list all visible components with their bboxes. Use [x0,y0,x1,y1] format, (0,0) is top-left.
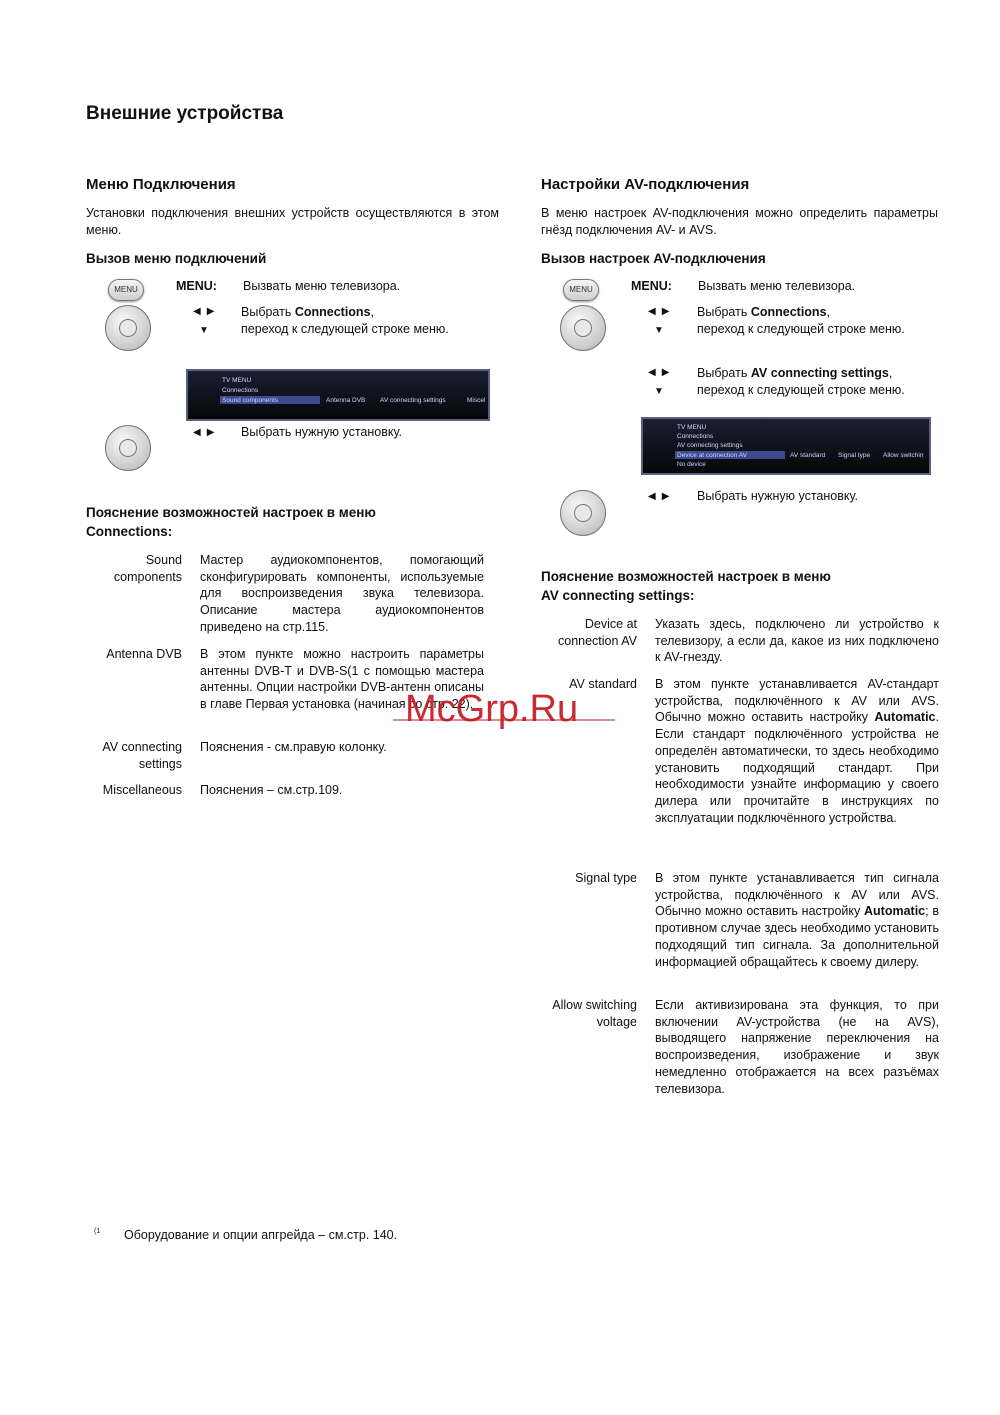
screen-line1: Connections [677,433,714,440]
right-step2 [697,365,921,399]
step1-comma: , [370,305,375,319]
screen-opt1: AV standard [790,452,826,459]
screen-line1: Connections [222,387,259,394]
screen-title: TV MENU [677,424,707,431]
item-label-misc: Miscellaneous [102,783,182,797]
left-step2: Выбрать нужную установку. [241,425,402,439]
item-text-sound: Мастер аудиокомпонентов, помогающий сконфигурировать компоненты, используемые для воспроизведения звука телевизора. Описание мастера аудиокомпонентов приведено на стр.115. [200,553,484,634]
step1-comma: , [826,305,831,319]
menu-key-label: MENU: [176,279,217,293]
menu-action: Вызвать меню телевизора. [698,279,856,293]
item-label-sound: Sound components [113,553,182,584]
item-label-av: AV connecting settings [102,740,182,771]
screen-opt2: AV connecting settings [380,397,446,404]
right-step3: Выбрать нужную установку. [697,489,858,503]
left-intro: Установки подключения внешних устройств осуществляются в этом меню. [86,206,499,237]
navigation-dial-icon [105,425,151,471]
screen-line2: Sound components [222,397,279,404]
item-text-av: Пояснения - см.правую колонку. [200,740,387,754]
step2-comma: , [888,366,893,380]
right-heading: Настройки AV-подключения [541,176,750,193]
screen-opt2: Signal type [838,452,871,459]
step2-detail: переход к следующей строке меню. [697,383,905,397]
item-text-misc: Пояснения – см.стр.109. [200,783,343,797]
step1-keyword: Connections [750,305,827,319]
item-label-device: Device at connection AV [558,617,637,648]
step1-prefix: Выбрать [697,305,751,319]
watermark: McGrp.Ru [405,688,579,730]
item-label-avstandard: AV standard [569,677,637,691]
left-heading: Меню Подключения [86,176,236,193]
item-label-switching: Allow switching voltage [552,998,637,1029]
down-arrow-icon: ▼ [199,325,209,336]
down-arrow-icon: ▼ [654,386,664,397]
step2-keyword: AV connecting settings [750,366,889,380]
step1-detail: переход к следующей строке меню. [241,322,449,336]
item-text-antenna: В этом пункте можно настроить параметры антенны DVB-T и DVB-S(1 с помощью мастера антенны. Опции настройки DVB-антенн описаны в главе Первая установка (начиная со стр. 22). [200,647,484,712]
screen-title: TV MENU [222,377,252,384]
item-text-avstandard: В этом пункте устанавливается AV-стандарт устройства, подключённого к AV или AVS. Обычно можно оставить настройку Automatic. Если стандарт подключённого устройства не определён автоматически, то здесь необходимо установить подходящий стандарт. При необходимости узнайте информацию у своего дилера или прочитайте в инструкциях по эксплуатации подключённого устройства. [655,677,939,825]
left-expl-heading-2: Connections: [86,524,173,539]
menu-key-label: MENU: [631,279,672,293]
menu-action: Вызвать меню телевизора. [243,279,401,293]
right-intro: В меню настроек AV-подключения можно определить параметры гнёзд подключения AV- и AVS. [541,206,938,237]
left-right-arrows-icon: ◀▶ [648,367,676,378]
left-right-arrows-icon: ◀▶ [193,427,221,438]
left-subheading: Вызов меню подключений [86,251,267,266]
navigation-dial-icon [560,305,606,351]
item-text-device: Указать здесь, подключено ли устройство к телевизору, а если да, какое из них подключено к AV-гнезду. [655,617,939,665]
left-step1 [241,304,466,338]
right-expl-heading-2: AV connecting settings: [541,588,695,603]
right-step1 [697,304,921,338]
left-right-arrows-icon: ◀▶ [648,306,676,317]
item-label-signal: Signal type [575,871,637,885]
step1-detail: переход к следующей строке меню. [697,322,905,336]
screen-opt3: Allow switchin [883,452,924,459]
screen-opt3: Miscel [467,397,486,404]
item-label-antenna: Antenna DVB [106,647,182,661]
down-arrow-icon: ▼ [654,325,664,336]
step2-prefix: Выбрать [697,366,751,380]
left-right-arrows-icon: ◀▶ [193,306,221,317]
right-expl-heading-1: Пояснение возможностей настроек в меню [541,569,831,584]
tv-menu-screenshot-left [186,369,490,421]
right-subheading: Вызов настроек AV-подключения [541,251,766,266]
navigation-dial-icon [560,490,606,536]
left-expl-heading-1: Пояснение возможностей настроек в меню [86,505,376,520]
screen-line3: Device at connection AV [677,452,747,459]
menu-button-icon: MENU [108,279,144,301]
left-right-arrows-icon: ◀▶ [648,491,676,502]
item-text-switching: Если активизирована эта функция, то при включении AV-устройства (не на AVS), выводящего напряжение переключения на воспроизведения, изображение и звук немедленно отображается на всех разъёмах телевизора. [655,998,939,1096]
step1-prefix: Выбрать [241,305,295,319]
menu-button-icon: MENU [563,279,599,301]
navigation-dial-icon [105,305,151,351]
tv-menu-screenshot-right [641,417,931,475]
item-text-signal: В этом пункте устанавливается тип сигнала устройства, подключённого к AV или AVS. Обычно можно оставить настройку Automatic; в противном случае здесь необходимо установить подходящий тип сигнала. За дополнительной информацией обращайтесь к своему дилеру. [655,871,939,969]
screen-line4: No device [677,461,706,468]
screen-opt1: Antenna DVB [326,397,366,404]
footnote-text: Оборудование и опции апгрейда – см.стр. 140. [124,1228,398,1242]
page-title: Внешние устройства [86,103,284,124]
screen-line2: AV connecting settings [677,442,743,449]
step1-keyword: Connections [294,305,371,319]
footnote-mark: (1 [94,1228,101,1235]
